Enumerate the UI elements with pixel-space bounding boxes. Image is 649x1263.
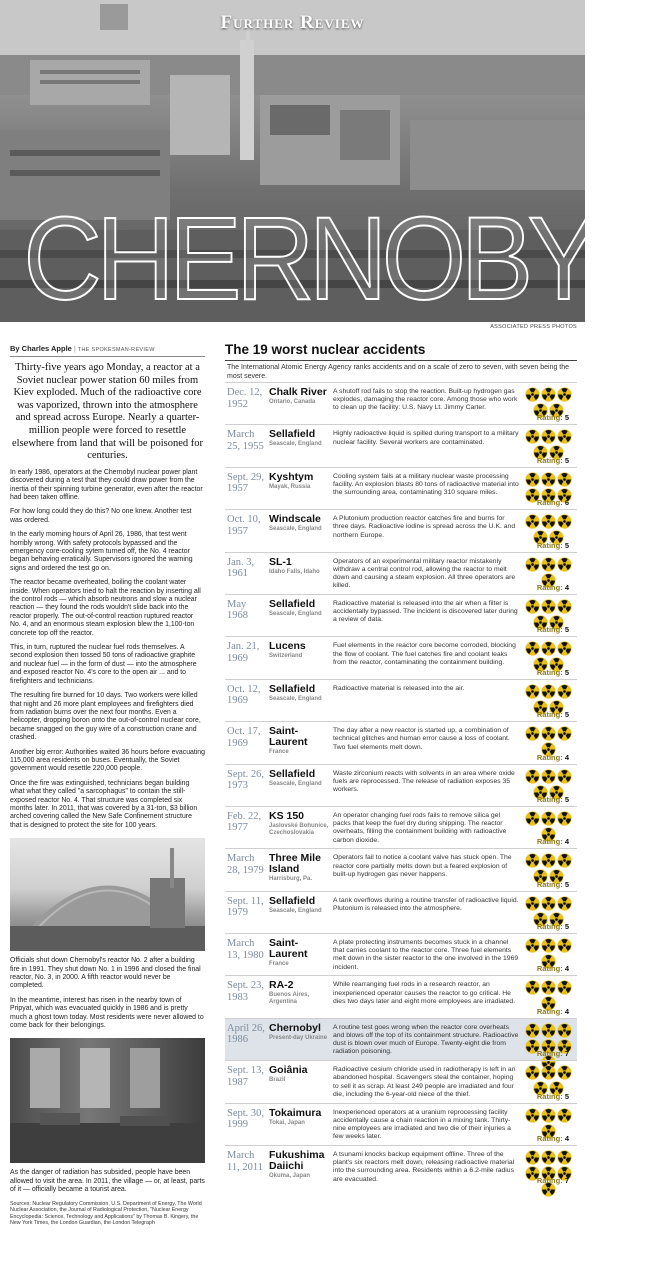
rating-label-text: Rating: — [536, 794, 563, 804]
accident-rating — [519, 934, 577, 975]
accident-date: Sept. 26, 1973 — [227, 768, 265, 792]
radiation-trefoil-icon — [541, 980, 556, 995]
accident-name: Sellafield — [269, 682, 316, 695]
accident-place — [269, 1104, 333, 1145]
accident-row — [225, 764, 577, 806]
photo-credit: ASSOCIATED PRESS PHOTOS — [490, 324, 577, 330]
story-paragraph: In the meantime, interest has risen in the nearby town of Pripyat, which was evacuated quickly in 1986 and is pretty much a ghost town today. Most residents were never allowed to come back for their belongings. — [10, 996, 204, 1030]
accident-row — [225, 594, 577, 636]
radiation-trefoil-icon — [525, 769, 540, 784]
rating-label-text: Rating: — [536, 540, 563, 550]
radiation-trefoil-icon — [541, 726, 556, 741]
story-paragraph: The resulting fire burned for 10 days. Two workers were killed that night and 26 more plant employees and firefighters died from radiation burns over the next four months. Even a helicopter, dropping boron onto the out-of-control nuclear core, became snagged on the guy wire of a construction crane and crashed. — [10, 692, 201, 742]
accident-name: Kyshtym — [269, 470, 314, 483]
radiation-trefoil-icon — [541, 1150, 556, 1165]
accident-place — [269, 425, 333, 466]
radiation-trefoil-icon — [557, 726, 572, 741]
accident-name: Lucens — [269, 640, 306, 653]
accident-row — [225, 1060, 577, 1102]
accident-rating — [519, 892, 577, 933]
accident-description: A Plutonium production reactor catches fire and burns for three days. Radioactive iodine is spread across the U.K. and northern Europe. — [333, 515, 516, 539]
radiation-trefoil-icon — [541, 1108, 556, 1123]
accident-date: Sept. 29, 1957 — [227, 471, 265, 495]
story-paragraph: For how long could they do this? No one knew. Another test was ordered. — [10, 508, 192, 524]
accident-description: Radioactive cesium chloride used in radiotherapy is left in an abandoned hospital. Scavengers steal the container, hoping to sell it as scrap. At least 249 people are irradiated and four die, including the 6-year-old niece of the thief. — [333, 1066, 516, 1098]
accident-location: Seascale, England — [269, 907, 322, 914]
accidents-list — [225, 382, 577, 1187]
accident-location: Seascale, England — [269, 526, 322, 533]
accidents-panel-header — [225, 342, 577, 381]
accident-date: March 11, 2011 — [227, 1150, 263, 1173]
accident-date: Oct. 10, 1957 — [227, 514, 261, 537]
rating-label-text: Rating: — [536, 413, 563, 423]
accident-name: Windscale — [269, 513, 321, 526]
rating-label-text: Rating: — [536, 1006, 563, 1016]
accident-location: Switzerland — [269, 653, 303, 660]
accident-location: Buenos Aires, Argentina — [269, 992, 310, 1006]
radiation-trefoil-icon — [557, 599, 572, 614]
accident-name: Fukushima Daiichi — [269, 1149, 325, 1173]
rating-label-text: Rating: — [536, 710, 563, 720]
rating-label — [537, 413, 569, 422]
accident-rating — [519, 807, 577, 848]
radiation-trefoil-icon — [557, 387, 572, 402]
accident-date: March 13, 1980 — [227, 938, 264, 961]
accident-row — [225, 806, 577, 848]
radiation-trefoil-icon — [525, 429, 540, 444]
rating-label — [537, 922, 569, 931]
confinement-arch-photo — [10, 838, 205, 951]
radiation-trefoil-icon — [541, 387, 556, 402]
radiation-trefoil-icon — [525, 1150, 540, 1165]
rating-label-text: Rating: — [536, 1134, 563, 1144]
accident-row — [225, 848, 577, 890]
accident-row — [225, 424, 577, 466]
byline — [10, 344, 205, 357]
accident-row — [225, 679, 577, 721]
rating-label-text: Rating: — [536, 455, 563, 465]
accident-rating — [519, 722, 577, 763]
radiation-trefoil-icon — [541, 684, 556, 699]
accident-location: Okuma, Japan — [269, 1173, 311, 1180]
rating-value: 5 — [564, 879, 569, 889]
accident-rating — [519, 468, 577, 509]
accident-name: Sellafield — [269, 428, 316, 441]
accident-date: Sept. 13, 1987 — [227, 1065, 265, 1088]
accident-place — [269, 1146, 333, 1187]
radiation-trefoil-icon — [557, 1150, 572, 1165]
accident-rating — [519, 1104, 577, 1145]
rating-label-text: Rating: — [536, 667, 563, 677]
radiation-trefoil-icon — [557, 429, 572, 444]
rating-label — [537, 880, 569, 889]
rating-value: 5 — [564, 1091, 569, 1101]
pripyat-interior-photo — [10, 1038, 205, 1163]
rating-label-text: Rating: — [536, 1091, 563, 1101]
accident-row — [225, 891, 577, 933]
accident-date: Sept. 23, 1983 — [227, 980, 265, 1003]
accident-place — [269, 510, 333, 551]
rating-label-text: Rating: — [536, 1049, 563, 1059]
rating-value: 7 — [564, 1049, 569, 1059]
rating-value: 4 — [564, 964, 569, 974]
accident-place — [269, 383, 333, 424]
accident-rating — [519, 553, 577, 594]
accident-location: Seascale, England — [269, 610, 322, 617]
accidents-panel-title: The 19 worst nuclear accidents — [225, 342, 577, 361]
radiation-trefoil-icon — [525, 1023, 540, 1038]
radiation-trefoil-icon — [557, 641, 572, 656]
accident-name: Saint-Laurent — [269, 725, 308, 749]
rating-value: 4 — [564, 582, 569, 592]
accident-place — [269, 722, 333, 763]
accident-rating — [519, 765, 577, 806]
accident-rating — [519, 849, 577, 890]
rating-label — [537, 498, 569, 507]
radiation-trefoil-icon — [541, 1023, 556, 1038]
byline-name: By Charles Apple — [10, 344, 72, 353]
section-kicker: Further Review — [220, 12, 365, 33]
rating-label — [537, 456, 569, 465]
accident-name: Sellafield — [269, 597, 316, 610]
accident-row — [225, 975, 577, 1017]
story-body — [10, 469, 205, 830]
rating-label — [537, 795, 569, 804]
rating-label — [537, 1049, 569, 1058]
rating-value: 7 — [564, 1176, 569, 1186]
radiation-trefoil-icon — [525, 641, 540, 656]
accident-location: Present-day Ukraine — [269, 1034, 328, 1041]
rating-label — [537, 625, 569, 634]
radiation-trefoil-icon — [541, 472, 556, 487]
accident-place — [269, 1019, 333, 1060]
radiation-trefoil-icon — [557, 980, 572, 995]
story-paragraph: As the danger of radiation has subsided, people have been allowed to visit the area. In 2011, the village — or, at least, parts of it — officially became a tourist area. — [10, 1169, 205, 1194]
radiation-trefoil-icon — [557, 853, 572, 868]
radiation-trefoil-icon — [525, 980, 540, 995]
accident-place — [269, 680, 333, 721]
rating-value: 5 — [564, 625, 569, 635]
accident-name: Chernobyl — [269, 1021, 321, 1034]
accident-rating — [519, 1019, 577, 1060]
rating-trefoils — [523, 1150, 573, 1197]
story-paragraph: Officials shut down Chernobyl's reactor No. 2 after a building fire in 1991. They shut down No. 1 in 1996 and closed the final reactor, No. 3, in 2000. A fifth reactor would never be completed. — [10, 957, 201, 990]
rating-label-text: Rating: — [536, 964, 563, 974]
accident-description: Highly radioactive liquid is spilled during transport to a military nuclear facility. Several workers are contaminated. — [333, 430, 519, 446]
accident-place — [269, 637, 333, 678]
accident-place — [269, 595, 333, 636]
accident-place — [269, 892, 333, 933]
story-column — [10, 344, 205, 1227]
accident-date: Jan. 3, 1961 — [227, 556, 255, 580]
radiation-trefoil-icon — [557, 514, 572, 529]
rating-label-text: Rating: — [536, 498, 563, 508]
accident-description: An operator changing fuel rods fails to remove silica gel packs that keep the fuel dry during shipping. The reactor overheats, filling the containment building with radioactive carbon dioxide. — [333, 811, 507, 844]
radiation-trefoil-icon — [557, 896, 572, 911]
accident-date: April 26, 1986 — [227, 1022, 265, 1046]
accident-date: Feb. 22, 1977 — [227, 810, 262, 834]
rating-label — [537, 1007, 569, 1016]
story-lede: Thirty-five years ago Monday, a reactor at a Soviet nuclear power station 60 miles from Kiev exploded. Much of the radioactive core was vaporized, thrown into the atmosphere and spread across Europe. Nearly a quarter-million people were forced to resettle elsewhere from land that will be poisoned for centuries. — [12, 362, 203, 462]
radiation-trefoil-icon — [541, 514, 556, 529]
accident-row — [225, 1103, 577, 1145]
radiation-trefoil-icon — [525, 938, 540, 953]
accident-place — [269, 934, 333, 975]
accident-location: Mayak, Russia — [269, 483, 311, 490]
radiation-trefoil-icon — [541, 769, 556, 784]
byline-paper: THE SPOKESMAN-REVIEW — [77, 347, 155, 353]
accident-name: Three Mile Island — [269, 852, 321, 876]
radiation-trefoil-icon — [557, 472, 572, 487]
accident-rating — [519, 680, 577, 721]
story-paragraph: In early 1986, operators at the Chernobyl nuclear power plant discovered during a test that they could draw power from the inertia of their spinning turbine generator, even after the reactor had been taken offline. — [10, 468, 203, 501]
accident-place — [269, 849, 333, 890]
accident-location: Jaslovské Bohunice, Czechoslovakia — [269, 822, 329, 836]
rating-label-text: Rating: — [536, 625, 563, 635]
rating-label — [537, 583, 569, 592]
story-paragraph: In the early morning hours of April 26, 1986, that test went horribly wrong. With safety protocols bypassed and the emergency core-cooling sytem turned off, the No. 4 reactor began behaving erratically. Supervisors ignored the warning signs and ordered the test go on. — [10, 531, 193, 572]
rating-label-text: Rating: — [536, 752, 563, 762]
story-paragraph: Another big error: Authorities waited 36 hours before evacuating 115,000 area residents on buses. Eventually, the Soviet government would resettle 220,000 people. — [10, 748, 205, 773]
accident-description: Inexperienced operators at a uranium reprocessing facility accidentally cause a chain reaction in a mixing tank. Thirty-nine employees are irradiated and two die of their injuries a few weeks later. — [333, 1108, 511, 1141]
accident-rating — [519, 637, 577, 678]
rating-value: 4 — [564, 837, 569, 847]
accident-name: Saint-Laurent — [269, 937, 308, 961]
rating-label — [537, 837, 569, 846]
radiation-trefoil-icon — [557, 557, 572, 572]
accident-location: France — [269, 961, 289, 968]
rating-label — [537, 668, 569, 677]
accident-description: The day after a new reactor is started up, a combination of technical glitches and human error cause a loss of coolant. Two fuel elements melt down. — [333, 727, 510, 751]
accident-location: Brazil — [269, 1077, 286, 1084]
radiation-trefoil-icon — [557, 938, 572, 953]
radiation-trefoil-icon — [557, 1108, 572, 1123]
accident-name: KS 150 — [269, 809, 305, 822]
accident-location: Tokai, Japan — [269, 1119, 305, 1126]
accident-rating — [519, 595, 577, 636]
accident-description: Fuel elements in the reactor core become corroded, blocking the flow of coolant. The fuel catches fire and coolant leaks from the reactor, contaminating the containment building. — [333, 642, 516, 666]
rating-label-text: Rating: — [536, 1176, 563, 1186]
radiation-trefoil-icon — [525, 387, 540, 402]
accident-place — [269, 468, 333, 509]
radiation-trefoil-icon — [525, 1108, 540, 1123]
radiation-trefoil-icon — [557, 1065, 572, 1080]
accident-rating — [519, 1061, 577, 1102]
accident-description: A plate protecting instruments becomes stuck in a channel that carries coolant to the reactor core. Three fuel elements melt down in the sister reactor to the one involved in the 1969 incident. — [333, 939, 519, 971]
accident-row — [225, 509, 577, 551]
rating-value: 4 — [564, 1006, 569, 1016]
radiation-trefoil-icon — [541, 1065, 556, 1080]
accident-row — [225, 933, 577, 975]
rating-label — [537, 753, 569, 762]
accident-date: Sept. 30, 1999 — [227, 1107, 265, 1131]
accident-row — [225, 721, 577, 763]
rating-value: 5 — [564, 710, 569, 720]
hero-photo — [0, 0, 649, 325]
radiation-trefoil-icon — [541, 811, 556, 826]
accident-location: Harrisburg, Pa. — [269, 876, 313, 883]
page-title: CHERNOBYL — [23, 193, 649, 325]
radiation-trefoil-icon — [525, 811, 540, 826]
accident-date: Oct. 12, 1969 — [227, 683, 261, 707]
accident-date: Oct. 17, 1969 — [227, 726, 261, 749]
accident-description: A shutoff rod fails to stop the reaction. Built-up hydrogen gas explodes, damaging the reactor core. Among those who work to clean up the facility: U.S. Navy Lt. Jimmy Carter. — [333, 388, 518, 412]
rating-label-text: Rating: — [536, 922, 563, 932]
story-paragraph: Once the fire was extinguished, technicians began building what what they called "a sarcophagus" to contain the still-exposed reactor No. 4. That structure was completed six months later. In 2011, that was covered by a 31-ton, $3 billion arched covering called the New Safe Confinement structure that is designed to protect the site for 100 years. — [10, 779, 198, 829]
rating-label-text: Rating: — [536, 879, 563, 889]
radiation-trefoil-icon — [525, 853, 540, 868]
accident-description: Cooling system fails at a military nuclear waste processing facility. An explosion blasts 80 tons of radioactive material into the surrounding area, contaminating 310 square miles. — [333, 472, 519, 497]
story-paragraph: This, in turn, ruptured the nuclear fuel rods themselves. A second explosion then tossed 50 tons of radioactive graphite and nuclear fuel — in the form of dust — into the atmosphere and exposed reactor No. 4's core to the open air ... and to firefighters and technicians. — [10, 644, 197, 685]
accident-date: March 28, 1979 — [227, 853, 264, 876]
accident-description: Radioactive material is released into the air when a filter is accidentally bypassed. The incident is discovered later during a review of data. — [333, 599, 518, 624]
radiation-trefoil-icon — [525, 896, 540, 911]
accident-description: Operators of an experimental military reactor mistakenly withdraw a central control rod, allowing the reactor to melt down and causing a steam explosion. All three operators are killed. — [333, 557, 516, 590]
radiation-trefoil-icon — [541, 429, 556, 444]
accident-rating — [519, 976, 577, 1017]
accident-row — [225, 552, 577, 594]
rating-label — [537, 1176, 569, 1185]
accident-location: Idaho Falls, Idaho — [269, 568, 320, 575]
accident-name: RA-2 — [269, 979, 294, 992]
radiation-trefoil-icon — [525, 1065, 540, 1080]
accident-location: Seascale, England — [269, 780, 322, 787]
rating-label-text: Rating: — [536, 582, 563, 592]
accident-name: Sellafield — [269, 767, 316, 780]
rating-value: 4 — [564, 752, 569, 762]
radiation-trefoil-icon — [557, 1023, 572, 1038]
rating-label — [537, 541, 569, 550]
accident-description: While rearranging fuel rods in a research reactor, an inexperienced operator causes the reactor to go critical. He dies two days later and eight more employees are irradiated. — [333, 981, 516, 1005]
radiation-trefoil-icon — [525, 557, 540, 572]
rating-value: 5 — [564, 667, 569, 677]
accident-row — [225, 467, 577, 509]
radiation-trefoil-icon — [541, 557, 556, 572]
accident-place — [269, 1061, 333, 1102]
accident-rating — [519, 510, 577, 551]
accident-date: Dec. 12, 1952 — [227, 387, 263, 410]
radiation-trefoil-icon — [541, 641, 556, 656]
accident-description: A routine test goes wrong when the reactor core overheats and blows off the top of its containment structure. Radioactive dust is blown over much of Europe. Twenty-eight die from radiation poisoning. — [333, 1023, 519, 1056]
accident-description: Radioactive material is released into the air. — [333, 684, 465, 692]
accident-date: May 1968 — [227, 598, 248, 622]
rating-value: 6 — [564, 498, 569, 508]
accident-place — [269, 976, 333, 1017]
accident-place — [269, 765, 333, 806]
accident-rating — [519, 1146, 577, 1187]
rating-value: 5 — [564, 922, 569, 932]
accident-row — [225, 1018, 577, 1060]
radiation-trefoil-icon — [525, 684, 540, 699]
accident-location: Seascale, England — [269, 441, 322, 448]
accident-name: Chalk River — [269, 386, 327, 398]
accident-place — [269, 553, 333, 594]
radiation-trefoil-icon — [557, 811, 572, 826]
accident-name: SL-1 — [269, 555, 292, 568]
accident-description: A tsunami knocks backup equipment offline. Three of the plant's six reactors melt down, releasing radioactive material into the surrounding area. Residents within a 6.2-mile radius are evacuated. — [333, 1151, 515, 1183]
accident-location: Seascale, England — [269, 695, 322, 702]
radiation-trefoil-icon — [541, 896, 556, 911]
rating-value: 4 — [564, 1134, 569, 1144]
radiation-trefoil-icon — [525, 726, 540, 741]
radiation-trefoil-icon — [541, 853, 556, 868]
byline-divider: | — [73, 344, 76, 353]
radiation-trefoil-icon — [525, 472, 540, 487]
accident-location: Ontario, Canada — [269, 399, 316, 405]
rating-value: 5 — [564, 540, 569, 550]
rating-label — [537, 710, 569, 719]
accident-row — [225, 636, 577, 678]
radiation-trefoil-icon — [541, 599, 556, 614]
accident-date: Jan. 21, 1969 — [227, 641, 260, 664]
accident-rating — [519, 383, 577, 424]
accidents-panel-intro: The International Atomic Energy Agency ranks accidents and on a scale of zero to seven, with seven being the most severe. — [227, 364, 570, 380]
rating-value: 5 — [564, 455, 569, 465]
rating-value: 5 — [564, 794, 569, 804]
rating-label — [537, 1092, 569, 1101]
accident-location: France — [269, 749, 289, 756]
accident-place — [269, 807, 333, 848]
accident-name: Sellafield — [269, 894, 316, 907]
accident-row — [225, 1145, 577, 1187]
accident-date: Sept. 11, 1979 — [227, 895, 264, 919]
radiation-trefoil-icon — [541, 938, 556, 953]
accident-description: A tank overflows during a routine transfer of radioactive liquid. Plutonium is released into the atmosphere. — [333, 896, 519, 912]
accident-description: Operators fail to notice a coolant valve has stuck open. The reactor core partially melts down but a feared explosion of built-up hydrogen gas never happens. — [333, 854, 512, 878]
accident-name: Tokaimura — [269, 1106, 322, 1119]
radiation-trefoil-icon — [557, 769, 572, 784]
story-paragraph: The reactor became overheated, boiling the coolant water inside. When operators tried to halt the reaction by inserting all the control rods — which absorb neutrons and slow a nuclear reaction — they found the rods wouldn't slide back into the reactor properly. The out-of-control reaction ruptured reactor No. 4, and an enormous steam explosion blew the 1,100-ton concrete top off the reactor. — [10, 579, 201, 637]
accident-name: Goiânia — [269, 1064, 308, 1077]
accident-row — [225, 382, 577, 424]
radiation-trefoil-icon — [525, 514, 540, 529]
rating-value: 5 — [564, 413, 569, 423]
radiation-trefoil-icon — [525, 599, 540, 614]
accident-description: Waste zirconium reacts with solvents in an area where oxide fuels are reprocessed. The release of radiation exposes 35 workers. — [333, 769, 515, 793]
radiation-trefoil-icon — [557, 684, 572, 699]
accident-date: March 25, 1955 — [227, 429, 264, 452]
rating-label — [537, 1134, 569, 1143]
accident-rating — [519, 425, 577, 466]
rating-label — [537, 964, 569, 973]
sources-note: Sources: Nuclear Regulatory Commission, U.S. Department of Energy, The World Nuclear Association, the Journal of Radiological Protection, "Nuclear Energy Encyclopedia: Science, Technology and Applications" by Thomas B. Kingery, the New York Times, the London Guardian, the London Telegraph — [10, 1200, 202, 1227]
rating-label-text: Rating: — [536, 837, 563, 847]
